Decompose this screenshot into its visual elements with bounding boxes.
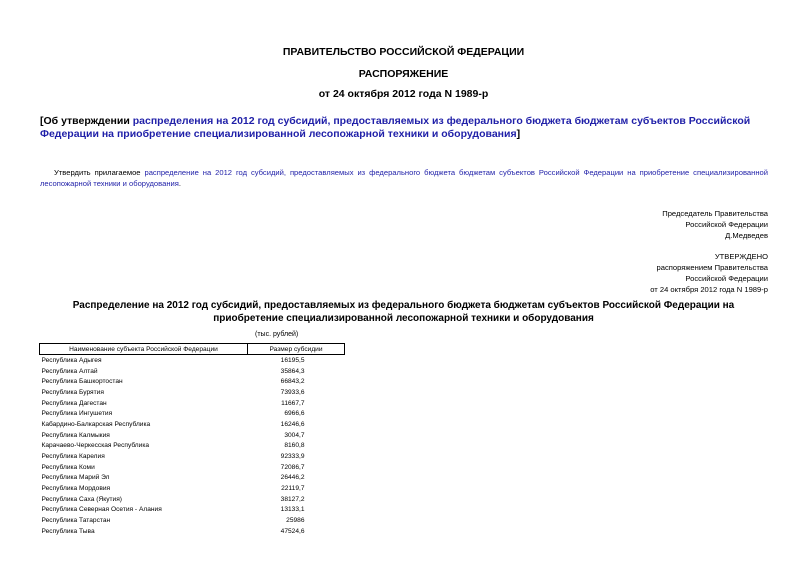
table-row	[40, 526, 345, 537]
region-name-cell: Республика Алтай	[41, 367, 98, 375]
region-name-cell: Республика Татарстан	[41, 517, 111, 525]
distribution-link[interactable]: распределение на 2012 год субсидий, предоставляемых из федерального бюджета бюджетам субъектов Российской Федерации на приобретение специализированной лесопожарной техники и оборудования	[40, 168, 768, 188]
column-header-amount: Размер субсидии	[248, 344, 345, 355]
table-row	[40, 505, 345, 516]
region-name-cell: Карачаево-Черкесская Республика	[41, 442, 150, 450]
subsidy-amount-cell: 6966,6	[284, 410, 305, 418]
table-row	[40, 408, 345, 419]
table-row	[40, 398, 345, 409]
subsidy-amount-cell: 8160,8	[284, 442, 305, 450]
subsidy-amount-cell: 73933,6	[280, 388, 305, 396]
region-name-cell: Республика Мордовия	[41, 485, 111, 493]
approval-by: распоряжением Правительства	[656, 263, 768, 272]
subsidy-amount-cell: 16195,5	[280, 356, 305, 364]
subsidy-amount-cell: 3004,7	[284, 431, 305, 439]
table-row	[40, 355, 345, 366]
approval-by-2: Российской Федерации	[685, 274, 768, 283]
subsidy-amount-cell: 35864,3	[280, 367, 305, 375]
region-name-cell: Республика Северная Осетия - Алания	[41, 506, 162, 514]
region-name-cell: Республика Калмыкия	[41, 431, 110, 439]
subsidy-amount-cell: 72086,7	[280, 463, 305, 471]
signature-position-2: Российской Федерации	[685, 220, 768, 229]
region-name-cell: Республика Дагестан	[41, 399, 107, 407]
document-type-heading: РАСПОРЯЖЕНИЕ	[358, 68, 449, 80]
table-row	[40, 494, 345, 505]
approval-date: от 24 октября 2012 года N 1989-р	[650, 285, 768, 294]
subsidy-amount-cell: 11667,7	[281, 399, 305, 407]
region-name-cell: Республика Карелия	[41, 453, 105, 461]
region-name-cell: Республика Башкортостан	[41, 378, 123, 386]
region-name-cell: Республика Коми	[41, 463, 95, 471]
government-heading: ПРАВИТЕЛЬСТВО РОССИЙСКОЙ ФЕДЕРАЦИИ	[282, 46, 525, 58]
region-name-cell: Республика Ингушетия	[41, 410, 113, 418]
distribution-title: Распределение на 2012 год субсидий, предоставляемых из федерального бюджета бюджетам субъектов Российской Федерации на приобретение специализированной лесопожарной техники и оборудования	[72, 300, 735, 324]
table-row	[40, 387, 345, 398]
subsidy-amount-cell: 25986	[286, 517, 305, 525]
subsidy-table	[39, 343, 345, 537]
unit-label: (тыс. рублей)	[255, 331, 299, 338]
approval-label: УТВЕРЖДЕНО	[714, 252, 768, 261]
region-name-cell: Республика Саха (Якутия)	[41, 495, 122, 503]
column-header-region: Наименование субъекта Российской Федерации	[40, 344, 248, 355]
document-title	[40, 115, 767, 141]
table-row	[40, 366, 345, 377]
subsidy-amount-cell: 66843,2	[280, 378, 305, 386]
table-row	[40, 483, 345, 494]
table-row	[40, 473, 345, 484]
subsidy-amount-cell: 38127,2	[280, 495, 305, 503]
table-row	[40, 515, 345, 526]
table-row	[40, 376, 345, 387]
table-row	[40, 462, 345, 473]
region-name-cell: Кабардино-Балкарская Республика	[41, 420, 151, 428]
paragraph-suffix: .	[178, 179, 181, 188]
table-row	[40, 430, 345, 441]
region-name-cell: Республика Бурятия	[41, 388, 104, 396]
subsidy-amount-cell: 26446,2	[280, 474, 305, 482]
region-name-cell: Республика Адыгея	[41, 356, 102, 364]
table-row	[40, 441, 345, 452]
document-date-number: от 24 октября 2012 года N 1989-р	[318, 88, 489, 100]
subsidy-amount-cell: 16246,6	[280, 420, 305, 428]
subsidy-amount-cell: 47524,6	[280, 527, 305, 535]
table-header-row	[40, 344, 345, 355]
resolution-paragraph	[40, 167, 768, 189]
paragraph-prefix: Утвердить прилагаемое	[54, 168, 145, 177]
table-row	[40, 451, 345, 462]
signature-position: Председатель Правительства	[662, 209, 768, 218]
subsidy-amount-cell: 22119,7	[281, 485, 305, 493]
approval-block	[650, 251, 768, 295]
title-bracket-close: ]	[516, 128, 521, 140]
subsidy-amount-cell: 13133,1	[280, 506, 305, 514]
title-link[interactable]: распределения на 2012 год субсидий, предоставляемых из федерального бюджета бюджетам субъектов Российской Федерации на приобретение специализированной лесопожарной техники и оборудования	[40, 115, 751, 140]
table-row	[40, 419, 345, 430]
title-bracket-open: [Об утверждении	[40, 115, 133, 127]
signature-block	[662, 208, 768, 241]
table-body	[40, 355, 345, 537]
region-name-cell: Республика Марий Эл	[41, 474, 110, 482]
signature-name: Д.Медведев	[725, 231, 768, 240]
subsidy-amount-cell: 92333,9	[280, 453, 305, 461]
region-name-cell: Республика Тыва	[41, 527, 95, 535]
